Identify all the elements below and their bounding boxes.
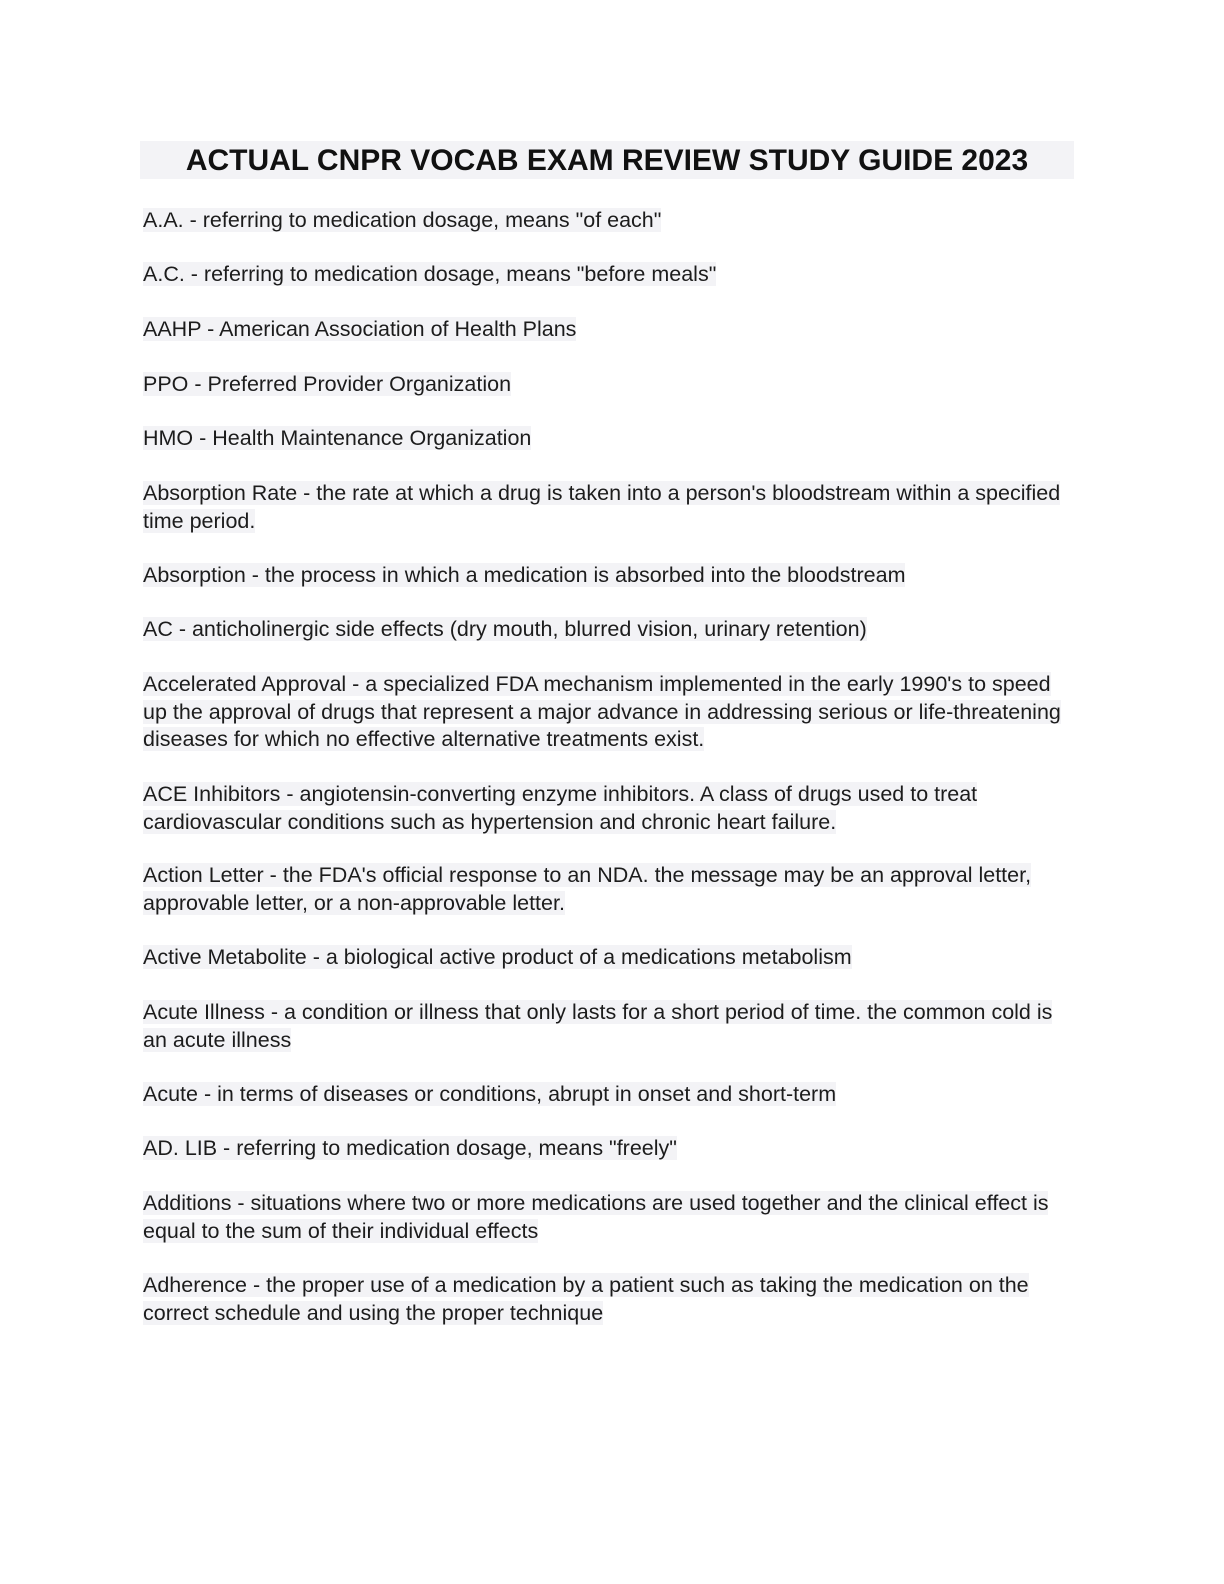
vocab-entry: A.C. - referring to medication dosage, means "before meals" [143, 262, 717, 286]
vocab-entry: ACE Inhibitors - angiotensin-converting enzyme inhibitors. A class of drugs used to treat cardiovascular conditions such as hypertension and chronic heart failure. [143, 782, 978, 834]
title-highlight [140, 141, 1074, 179]
document-title: ACTUAL CNPR VOCAB EXAM REVIEW STUDY GUIDE 2023 [185, 144, 1029, 177]
vocab-entry: Accelerated Approval - a specialized FDA mechanism implemented in the early 1990's to speed up the approval of drugs that represent a major advance in addressing serious or life-threatening diseases for which no effective alternative treatments exist. [143, 672, 1061, 751]
vocab-entry: Action Letter - the FDA's official response to an NDA. the message may be an approval letter, approvable letter, or a non-approvable letter. [143, 863, 1032, 915]
vocab-entry: Absorption Rate - the rate at which a drug is taken into a person's bloodstream within a specified time period. [143, 481, 1061, 533]
vocab-entry: Absorption - the process in which a medication is absorbed into the bloodstream [143, 563, 906, 587]
vocab-entry: Acute Illness - a condition or illness that only lasts for a short period of time. the common cold is an acute illness [143, 1000, 1053, 1052]
vocab-entry: HMO - Health Maintenance Organization [143, 426, 532, 450]
vocab-entry: Active Metabolite - a biological active product of a medications metabolism [143, 945, 852, 969]
vocab-entry: AD. LIB - referring to medication dosage, means "freely" [143, 1136, 677, 1160]
vocab-entry: A.A. - referring to medication dosage, means "of each" [143, 208, 662, 232]
vocab-entry: AAHP - American Association of Health Plans [143, 317, 577, 341]
vocab-entry: Additions - situations where two or more medications are used together and the clinical effect is equal to the sum of their individual effects [143, 1191, 1049, 1243]
vocab-entry: AC - anticholinergic side effects (dry mouth, blurred vision, urinary retention) [143, 617, 867, 641]
vocab-entry: Acute - in terms of diseases or conditions, abrupt in onset and short-term [143, 1082, 837, 1106]
vocab-entry: PPO - Preferred Provider Organization [143, 372, 512, 396]
vocab-entry: Adherence - the proper use of a medication by a patient such as taking the medication on the correct schedule and using the proper technique [143, 1273, 1029, 1325]
